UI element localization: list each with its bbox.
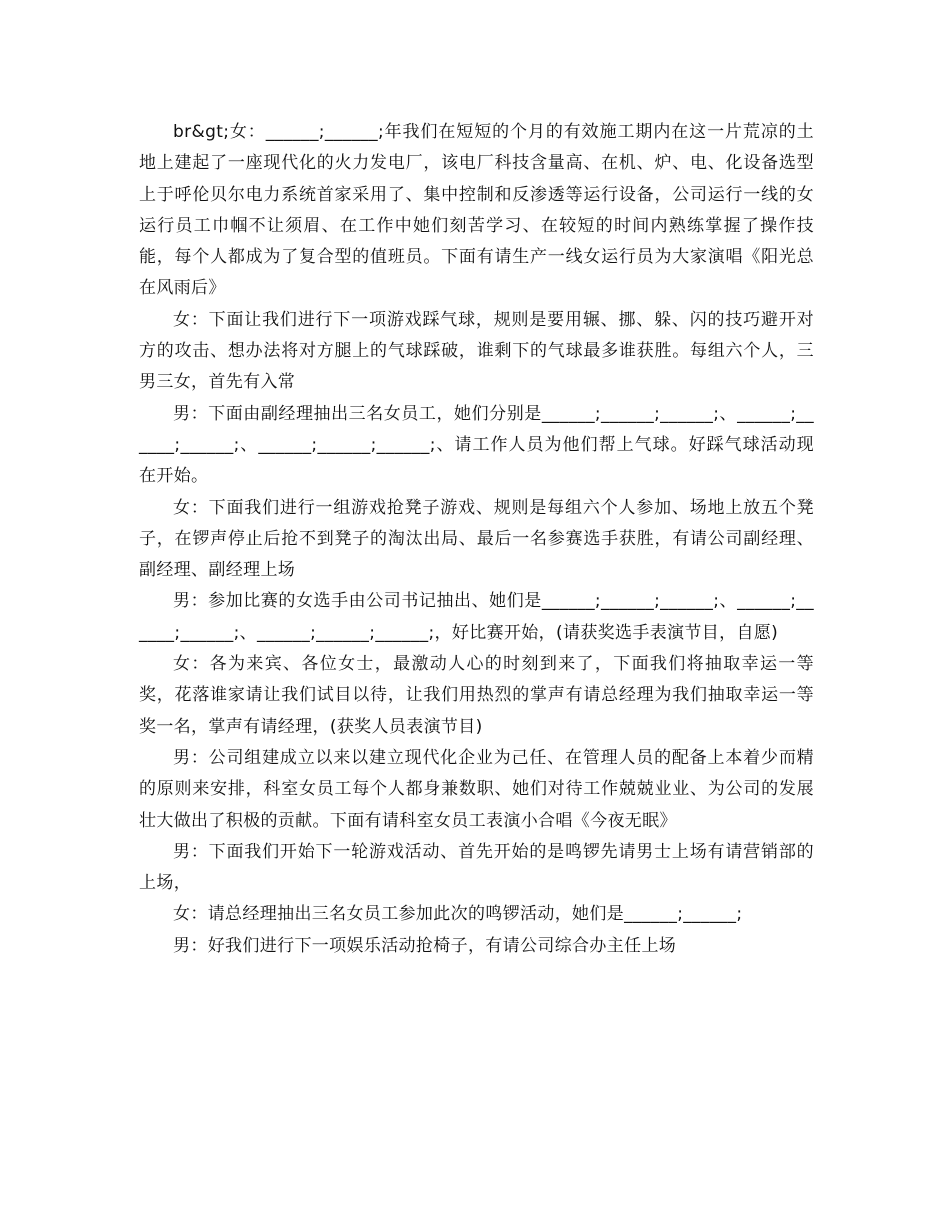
paragraph-8: 男：下面我们开始下一轮游戏活动、首先开始的是鸣锣先请男士上场有请营销部的上场， — [139, 841, 814, 894]
paragraph-4: 女：下面我们进行一组游戏抢凳子游戏、规则是每组六个人参加、场地上放五个凳子，在锣声停止后抢不到凳子的淘汰出局、最后一名参赛选手获胜，有请公司副经理、副经理、副经理上场 — [139, 497, 814, 581]
paragraph-2: 女：下面让我们进行下一项游戏踩气球，规则是要用辗、挪、躲、闪的技巧避开对方的攻击、想办法将对方腿上的气球踩破，谁剩下的气球最多谁获胜。每组六个人，三男三女，首先有入常 — [139, 309, 814, 393]
document-body — [139, 117, 814, 962]
paragraph-6: 女：各为来宾、各位女士，最激动人心的时刻到来了，下面我们将抽取幸运一等奖，花落谁家请让我们试目以待，让我们用热烈的掌声有请总经理为我们抽取幸运一等奖一名，掌声有请经理，(获奖人员表演节目) — [139, 654, 814, 737]
paragraph-5: 男：参加比赛的女选手由公司书记抽出、她们是______;______;______;、______;______;______;、______;______;______;，好比赛开始，(请获奖选手表演节目，自愿) — [139, 591, 814, 643]
paragraph-7: 男：公司组建成立以来以建立现代化企业为己任、在管理人员的配备上本着少而精的原则来安排，科室女员工每个人都身兼数职、她们对待工作兢兢业业、为公司的发展壮大做出了积极的贡献。下面有请科室女员工表演小合唱《今夜无眠》 — [139, 747, 814, 831]
paragraph-3: 男：下面由副经理抽出三名女员工，她们分别是______;______;______;、______;______;______;、______;______;______;、请工作人员为他们帮上气球。好踩气球活动现在开始。 — [139, 403, 814, 487]
paragraph-10: 男：好我们进行下一项娱乐活动抢椅子，有请公司综合办主任上场 — [173, 935, 677, 956]
paragraph-9: 女：请总经理抽出三名女员工参加此次的鸣锣活动，她们是______;______; — [173, 904, 743, 925]
paragraph-1: br&gt;女：______;______;年我们在短短的个月的有效施工期内在这一片荒凉的土地上建起了一座现代化的火力发电厂，该电厂科技含量高、在机、炉、电、化设备选型上于呼伦贝尔电力系统首家采用了、集中控制和反渗透等运行设备，公司运行一线的女运行员工巾帼不让须眉、在工作中她们刻苦学习、在较短的时间内熟练掌握了操作技能，每个人都成为了复合型的值班员。下面有请生产一线女运行员为大家演唱《阳光总在风雨后》 — [139, 122, 814, 299]
